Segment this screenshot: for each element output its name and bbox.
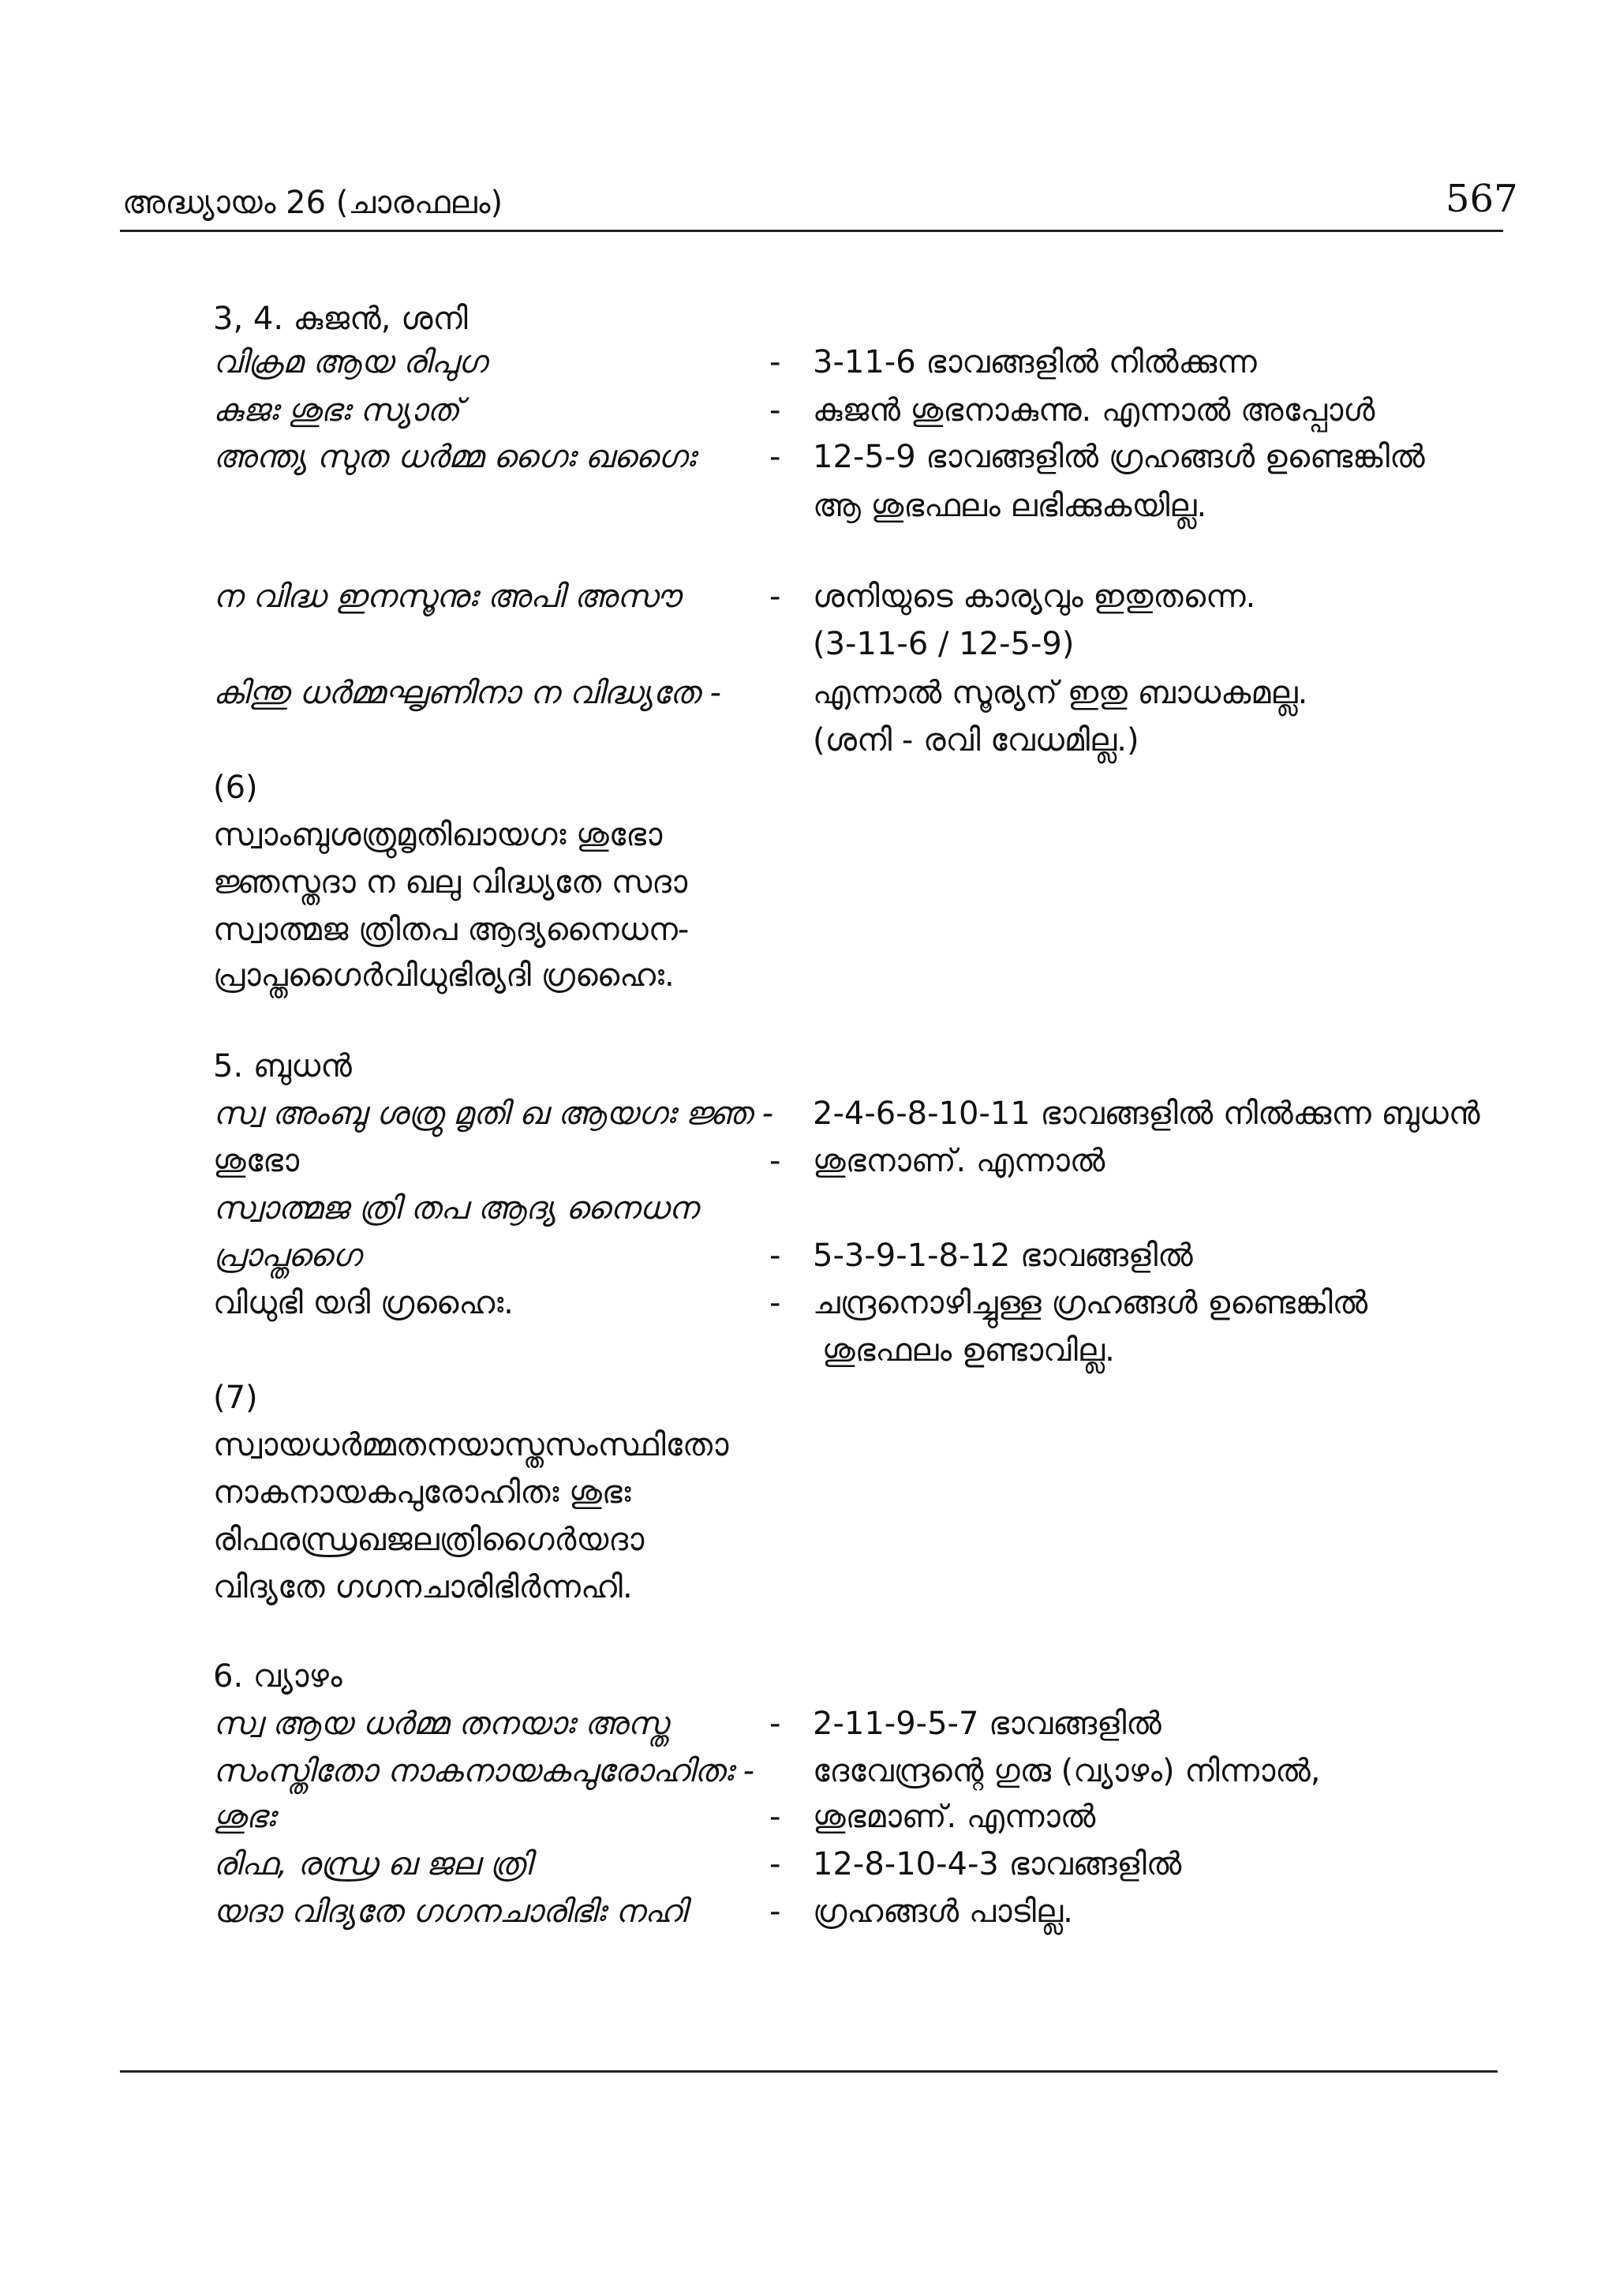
meaning-line: എന്നാൽ സൂര്യന് ഇതു ബാധകമല്ല.: [813, 675, 1308, 711]
sanskrit-line: രിഫ, രന്ധ്ര ഖ ജല ത്രി: [213, 1846, 532, 1882]
meaning-line: ഗ്രഹങ്ങൾ പാടില്ല.: [813, 1893, 1073, 1930]
verse-line: സ്വായധർമ്മതനയാസ്തസംസ്ഥിതോ: [213, 1427, 729, 1463]
separator-dash: -: [769, 1799, 781, 1835]
sanskrit-line: പ്രാപ്തഗൈ: [213, 1238, 361, 1274]
verse-line: സ്വാത്മജ ത്രിതപ ആദ്യനൈധന-: [213, 912, 690, 948]
verse-number: (7): [213, 1380, 258, 1416]
sanskrit-line: കിന്തു ധർമ്മഘൃണിനാ ന വിദ്ധ്യതേ -: [213, 675, 721, 711]
separator-dash: -: [769, 1238, 781, 1274]
separator-dash: -: [769, 439, 781, 475]
separator-dash: -: [769, 1285, 781, 1321]
meaning-line: (3-11-6 / 12-5-9): [813, 626, 1075, 662]
sanskrit-line: കുജഃ ശുഭഃ സ്യാത്: [213, 392, 460, 429]
sanskrit-line: സ്വാത്മജ ത്രി തപ ആദ്യ നൈധന: [213, 1190, 698, 1227]
sanskrit-line: സ്വ ആയ ധർമ്മ തനയാഃ അസ്ത: [213, 1706, 668, 1742]
running-header-title: അദ്ധ്യായം 26 (ചാരഫലം): [122, 185, 503, 221]
meaning-line: ആ ശുഭഫലം ലഭിക്കുകയില്ല.: [813, 488, 1207, 524]
sanskrit-line: ശുഭോ: [213, 1143, 300, 1179]
separator-dash: -: [769, 392, 781, 429]
meaning-line: 12-8-10-4-3 ഭാവങ്ങളിൽ: [813, 1846, 1182, 1882]
header-rule: [120, 230, 1503, 232]
meaning-line: 2-4-6-8-10-11 ഭാവങ്ങളിൽ നിൽക്കുന്ന ബുധൻ: [813, 1096, 1480, 1132]
meaning-line: ശുഭമാണ്. എന്നാൽ: [813, 1799, 1096, 1835]
separator-dash: -: [769, 579, 781, 615]
sanskrit-line: ന വിദ്ധ ഇനസൂനുഃ അപി അസൗ: [213, 579, 681, 615]
meaning-line: ശുഭഫലം ഉണ്ടാവില്ല.: [822, 1332, 1115, 1369]
separator-dash: -: [769, 1846, 781, 1882]
meaning-line: 5-3-9-1-8-12 ഭാവങ്ങളിൽ: [813, 1238, 1193, 1274]
page-number: 567: [1446, 177, 1518, 221]
meaning-line: ചന്ദ്രനൊഴിച്ചുള്ള ഗ്രഹങ്ങൾ ഉണ്ടെങ്കിൽ: [813, 1285, 1368, 1321]
verse-line: നാകനായകപുരോഹിതഃ ശുഭഃ: [213, 1474, 631, 1511]
meaning-line: ശനിയുടെ കാര്യവും ഇതുതന്നെ.: [813, 579, 1256, 615]
meaning-line: (ശനി - രവി വേധമില്ല.): [813, 722, 1139, 758]
verse-line: പ്രാപ്തഗൈർവിധുഭിര്യദി ഗ്രഹൈഃ.: [213, 957, 675, 994]
sanskrit-line: ശുഭഃ: [213, 1799, 275, 1835]
meaning-line: ദേവേന്ദ്രന്റെ ഗുരു (വ്യാഴം) നിന്നാൽ,: [813, 1753, 1321, 1789]
sanskrit-line: അന്ത്യ സുത ധർമ്മ ഗൈഃ ഖഗൈഃ: [213, 439, 695, 475]
meaning-line: 3-11-6 ഭാവങ്ങളിൽ നിൽക്കുന്ന: [813, 344, 1257, 380]
sanskrit-line: വിക്രമ ആയ രിപുഗ: [213, 344, 487, 380]
verse-number: (6): [213, 770, 258, 806]
section-heading-kujan-shani: 3, 4. കുജൻ, ശനി: [213, 301, 468, 337]
section-heading-budhan: 5. ബുധൻ: [213, 1048, 352, 1084]
separator-dash: -: [769, 1143, 781, 1179]
sanskrit-line: സംസ്തിതോ നാകനായകപുരോഹിതഃ -: [213, 1753, 755, 1789]
meaning-line: 12-5-9 ഭാവങ്ങളിൽ ഗ്രഹങ്ങൾ ഉണ്ടെങ്കിൽ: [813, 439, 1425, 475]
verse-line: രിഫരന്ധ്രഖജലത്രിഗൈർയദാ: [213, 1522, 645, 1558]
sanskrit-line: വിധുഭി യദി ഗ്രഹൈഃ.: [213, 1285, 514, 1321]
footer-rule: [120, 2070, 1498, 2073]
meaning-line: കുജൻ ശുഭനാകുന്നു. എന്നാൽ അപ്പോൾ: [813, 392, 1375, 429]
verse-line: ജ്ഞസ്തദാ ന ഖലു വിദ്ധ്യതേ സദാ: [213, 864, 688, 901]
meaning-line: ശുഭനാണ്. എന്നാൽ: [813, 1143, 1105, 1179]
sanskrit-line: യദാ വിദ്യതേ ഗഗനചാരിഭിഃ നഹി: [213, 1893, 686, 1930]
section-heading-vyazham: 6. വ്യാഴം: [213, 1658, 342, 1695]
separator-dash: -: [769, 344, 781, 380]
separator-dash: -: [769, 1893, 781, 1930]
verse-line: സ്വാംബുശത്രുമൃതിഖായഗഃ ശുഭോ: [213, 817, 663, 853]
verse-line: വിദ്യതേ ഗഗനചാരിഭിർന്നഹി.: [213, 1569, 633, 1605]
sanskrit-line: സ്വ അംബു ശത്രു മൃതി ഖ ആയഗഃ ജ്ഞ -: [213, 1096, 774, 1132]
separator-dash: -: [769, 1706, 781, 1742]
meaning-line: 2-11-9-5-7 ഭാവങ്ങളിൽ: [813, 1706, 1162, 1742]
